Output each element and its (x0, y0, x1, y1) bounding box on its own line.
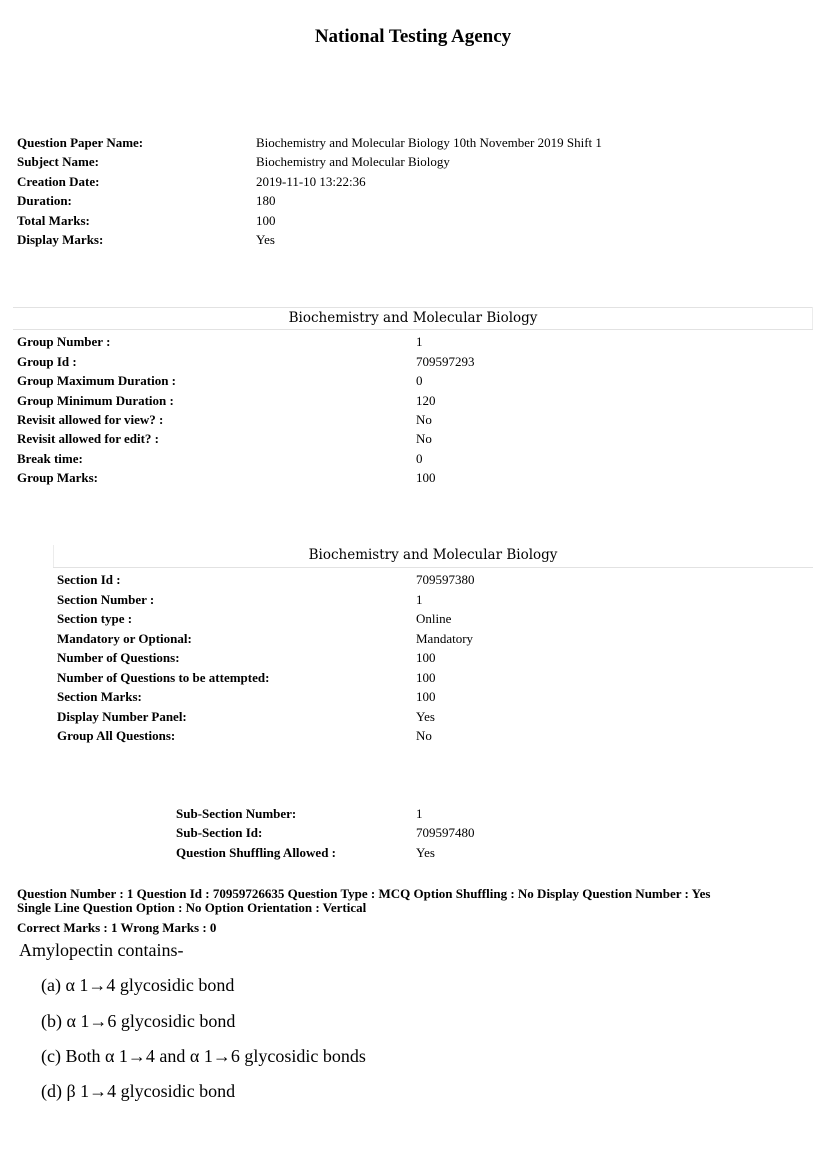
field-label: Mandatory or Optional: (57, 631, 192, 646)
group-row (0, 410, 826, 429)
section-row (0, 570, 826, 589)
subsection-row (0, 823, 826, 842)
field-label: Group Marks: (17, 470, 99, 485)
field-value: No (416, 412, 432, 427)
field-label: Question Paper Name: (17, 135, 144, 150)
paper-info-row (0, 172, 826, 191)
question-meta: Single Line Question Option : No Option Orientation : Vertical (17, 900, 367, 915)
section-row (0, 609, 826, 628)
field-value: 180 (256, 193, 276, 208)
field-label: Sub-Section Id: (176, 825, 263, 840)
field-label: Section type : (57, 611, 133, 626)
group-row (0, 391, 826, 410)
subsection-row (0, 804, 826, 823)
field-value: 100 (416, 689, 436, 704)
field-label: Duration: (17, 193, 72, 208)
group-row (0, 468, 826, 487)
field-value: 1 (416, 592, 423, 607)
section-row (0, 590, 826, 609)
group-row (0, 449, 826, 468)
field-label: Section Marks: (57, 689, 142, 704)
field-label: Section Number : (57, 592, 155, 607)
option-a: (a) α 1→4 glycosidic bond (41, 975, 235, 995)
field-label: Sub-Section Number: (176, 806, 297, 821)
field-label: Total Marks: (17, 213, 90, 228)
field-value: Yes (416, 845, 435, 860)
field-value: 709597480 (416, 825, 475, 840)
group-row (0, 352, 826, 371)
field-label: Section Id : (57, 572, 121, 587)
field-label: Group Id : (17, 354, 77, 369)
field-label: Group Number : (17, 334, 111, 349)
field-label: Display Number Panel: (57, 709, 187, 724)
field-value: Biochemistry and Molecular Biology (256, 154, 450, 169)
field-value: 120 (416, 393, 436, 408)
option-c: (c) Both α 1→4 and α 1→6 glycosidic bonds (41, 1046, 366, 1066)
field-value: Biochemistry and Molecular Biology 10th November 2019 Shift 1 (256, 135, 602, 150)
field-label: Group All Questions: (57, 728, 176, 743)
paper-info-row (0, 230, 826, 249)
field-value: 1 (416, 806, 423, 821)
field-label: Question Shuffling Allowed : (176, 845, 337, 860)
question-text: Amylopectin contains- (19, 940, 184, 960)
field-value: 100 (416, 670, 436, 685)
option-d: (d) β 1→4 glycosidic bond (41, 1081, 236, 1101)
question-marks: Correct Marks : 1 Wrong Marks : 0 (17, 920, 217, 935)
field-label: Number of Questions: (57, 650, 180, 665)
divider (13, 329, 813, 330)
field-value: 100 (256, 213, 276, 228)
section-row (0, 726, 826, 745)
divider (13, 307, 813, 308)
field-value: 100 (416, 470, 436, 485)
field-value: 2019-11-10 13:22:36 (256, 174, 366, 189)
group-heading: Biochemistry and Molecular Biology (288, 310, 538, 326)
field-value: 0 (416, 373, 423, 388)
subsection-row (0, 843, 826, 862)
question-meta: Question Number : 1 Question Id : 70959726635 Question Type : MCQ Option Shuffling : No Display Question Number : Yes (17, 886, 711, 901)
section-row (0, 687, 826, 706)
field-value: Mandatory (416, 631, 474, 646)
paper-info-row (0, 211, 826, 230)
field-label: Group Minimum Duration : (17, 393, 174, 408)
field-label: Revisit allowed for edit? : (17, 431, 160, 446)
field-value: 709597293 (416, 354, 475, 369)
field-label: Break time: (17, 451, 83, 466)
field-label: Revisit allowed for view? : (17, 412, 164, 427)
field-label: Subject Name: (17, 154, 99, 169)
field-value: Online (416, 611, 452, 626)
field-value: 100 (416, 650, 436, 665)
section-row (0, 629, 826, 648)
paper-info-row (0, 133, 826, 152)
group-row (0, 429, 826, 448)
section-heading: Biochemistry and Molecular Biology (308, 547, 558, 563)
field-value: 1 (416, 334, 423, 349)
divider (53, 567, 813, 568)
section-row (0, 648, 826, 667)
field-value: Yes (256, 232, 275, 247)
field-value: 0 (416, 451, 423, 466)
field-label: Display Marks: (17, 232, 104, 247)
field-value: Yes (416, 709, 435, 724)
group-row (0, 371, 826, 390)
group-row (0, 332, 826, 351)
page-title: National Testing Agency (314, 26, 512, 47)
field-label: Group Maximum Duration : (17, 373, 177, 388)
section-row (0, 707, 826, 726)
option-b: (b) α 1→6 glycosidic bond (41, 1011, 236, 1031)
field-value: 709597380 (416, 572, 475, 587)
paper-info-row (0, 191, 826, 210)
paper-info-row (0, 152, 826, 171)
field-label: Number of Questions to be attempted: (57, 670, 270, 685)
section-row (0, 668, 826, 687)
field-value: No (416, 431, 432, 446)
field-label: Creation Date: (17, 174, 100, 189)
field-value: No (416, 728, 432, 743)
